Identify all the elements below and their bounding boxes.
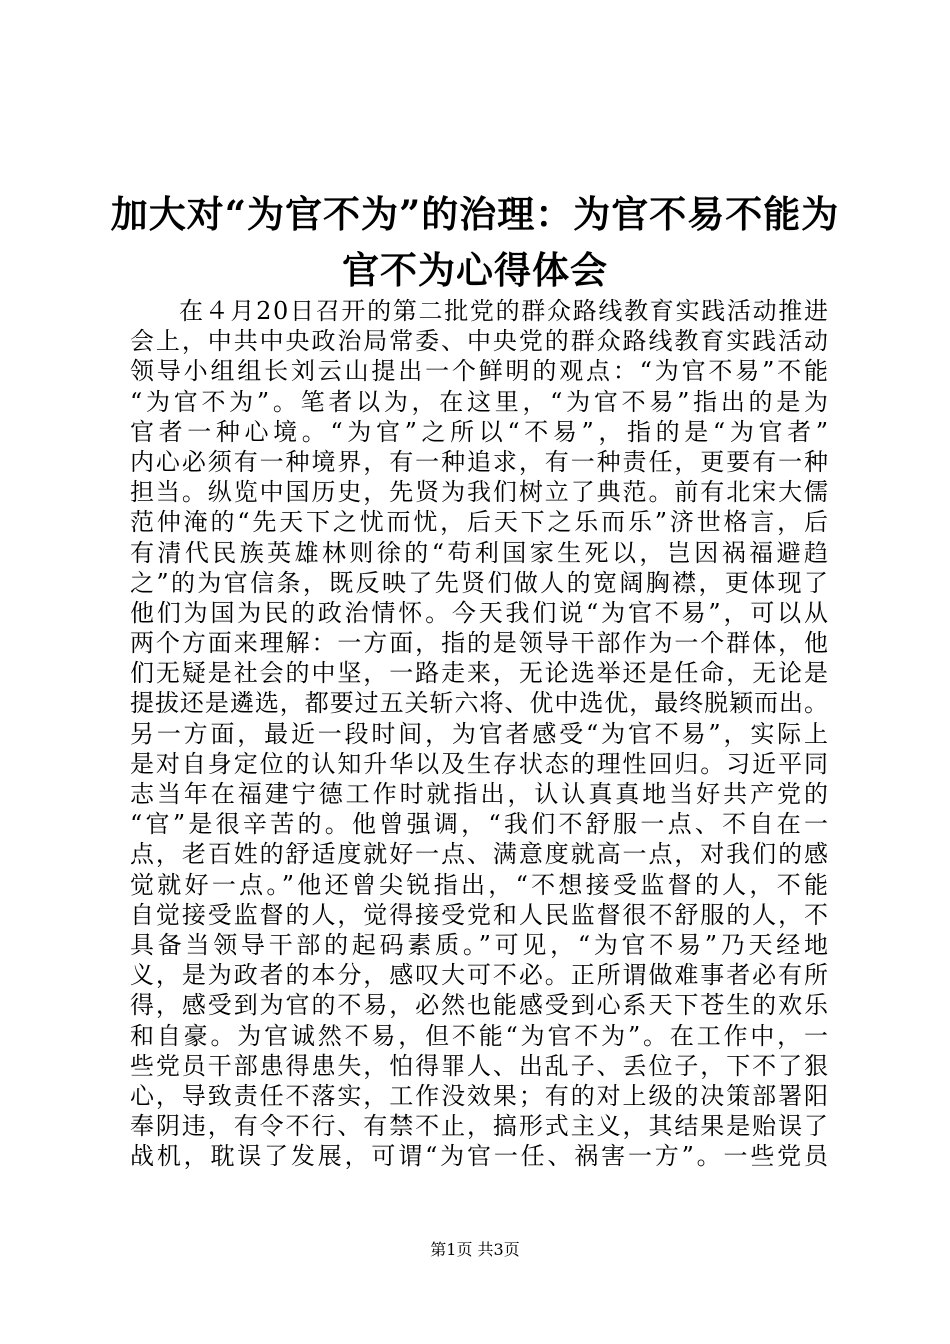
- document-title-line-2: 官不为心得体会: [342, 248, 608, 292]
- document-body: [130, 296, 833, 1171]
- body-line: 奉阴违，有令不行、有禁不止，搞形式主义，其结果是贻误了: [130, 1112, 830, 1141]
- body-line: 有清代民族英雄林则徐的“苟利国家生死以，岂因祸福避趋: [130, 538, 832, 567]
- body-line: 义，是为政者的本分，感叹大可不必。正所谓做难事者必有所: [130, 961, 830, 990]
- body-line: 他们为国为民的政治情怀。今天我们说“为官不易”，可以从: [130, 598, 831, 627]
- body-line: “官”是很辛苦的。他曾强调，“我们不舒服一点、不自在一: [130, 810, 832, 839]
- body-line: 些党员干部患得患失，怕得罪人、出乱子、丢位子，下不了狠: [130, 1051, 830, 1080]
- body-line: 觉就好一点。”他还曾尖锐指出，“不想接受监督的人，不能: [130, 870, 832, 899]
- body-line: 们无疑是社会的中坚，一路走来，无论选举还是任命，无论是: [130, 659, 830, 688]
- body-line: “为官不为”。笔者以为，在这里，“为官不易”指出的是为: [130, 387, 832, 416]
- body-line: 两个方面来理解：一方面，指的是领导干部作为一个群体，他: [130, 629, 830, 658]
- body-line: 之”的为官信条，既反映了先贤们做人的宽阔胸襟，更体现了: [130, 568, 831, 597]
- body-line: 在４月20日召开的第二批党的群众路线教育实践活动推进: [179, 297, 830, 325]
- body-line: 战机，耽误了发展，可谓“为官一任、祸害一方”。一些党员: [130, 1142, 831, 1171]
- body-line: 点，老百姓的舒适度就好一点、满意度就高一点，对我们的感: [130, 840, 830, 869]
- body-line: 另一方面，最近一段时间，为官者感受“为官不易”，实际上: [130, 719, 831, 748]
- body-line: 提拔还是遴选，都要过五关斩六将、优中选优，最终脱颖而出。: [130, 689, 829, 718]
- body-line: 是对自身定位的认知升华以及生存状态的理性回归。习近平同: [130, 749, 830, 778]
- document-title-line-1: 加大对“为官不为”的治理：为官不易不能为: [110, 192, 840, 236]
- body-line: 担当。纵览中国历史，先贤为我们树立了典范。前有北宋大儒: [130, 478, 830, 507]
- body-line: 自觉接受监督的人，觉得接受党和人民监督很不舒服的人，不: [130, 900, 830, 929]
- body-line: 内心必须有一种境界，有一种追求，有一种责任，更要有一种: [130, 447, 830, 476]
- body-line: 得，感受到为官的不易，必然也能感受到心系天下苍生的欢乐: [130, 991, 830, 1020]
- page-footer: 第1页 共3页: [430, 1240, 520, 1259]
- body-line: 和自豪。为官诚然不易，但不能“为官不为”。在工作中，一: [130, 1021, 831, 1050]
- body-line: 范仲淹的“先天下之忧而忧，后天下之乐而乐”济世格言，后: [130, 508, 831, 537]
- body-line: 具备当领导干部的起码素质。”可见，“为官不易”乃天经地: [130, 930, 832, 959]
- body-line: 志当年在福建宁德工作时就指出，认认真真地当好共产党的: [130, 780, 831, 808]
- body-line: 心，导致责任不落实，工作没效果；有的对上级的决策部署阳: [130, 1081, 830, 1110]
- body-line: 领导小组组长刘云山提出一个鲜明的观点：“为官不易”不能: [130, 357, 831, 386]
- body-line: 官者一种心境。“为官”之所以“不易”，指的是“为官者”: [130, 417, 833, 446]
- body-line: 会上，中共中央政治局常委、中央党的群众路线教育实践活动: [130, 327, 830, 356]
